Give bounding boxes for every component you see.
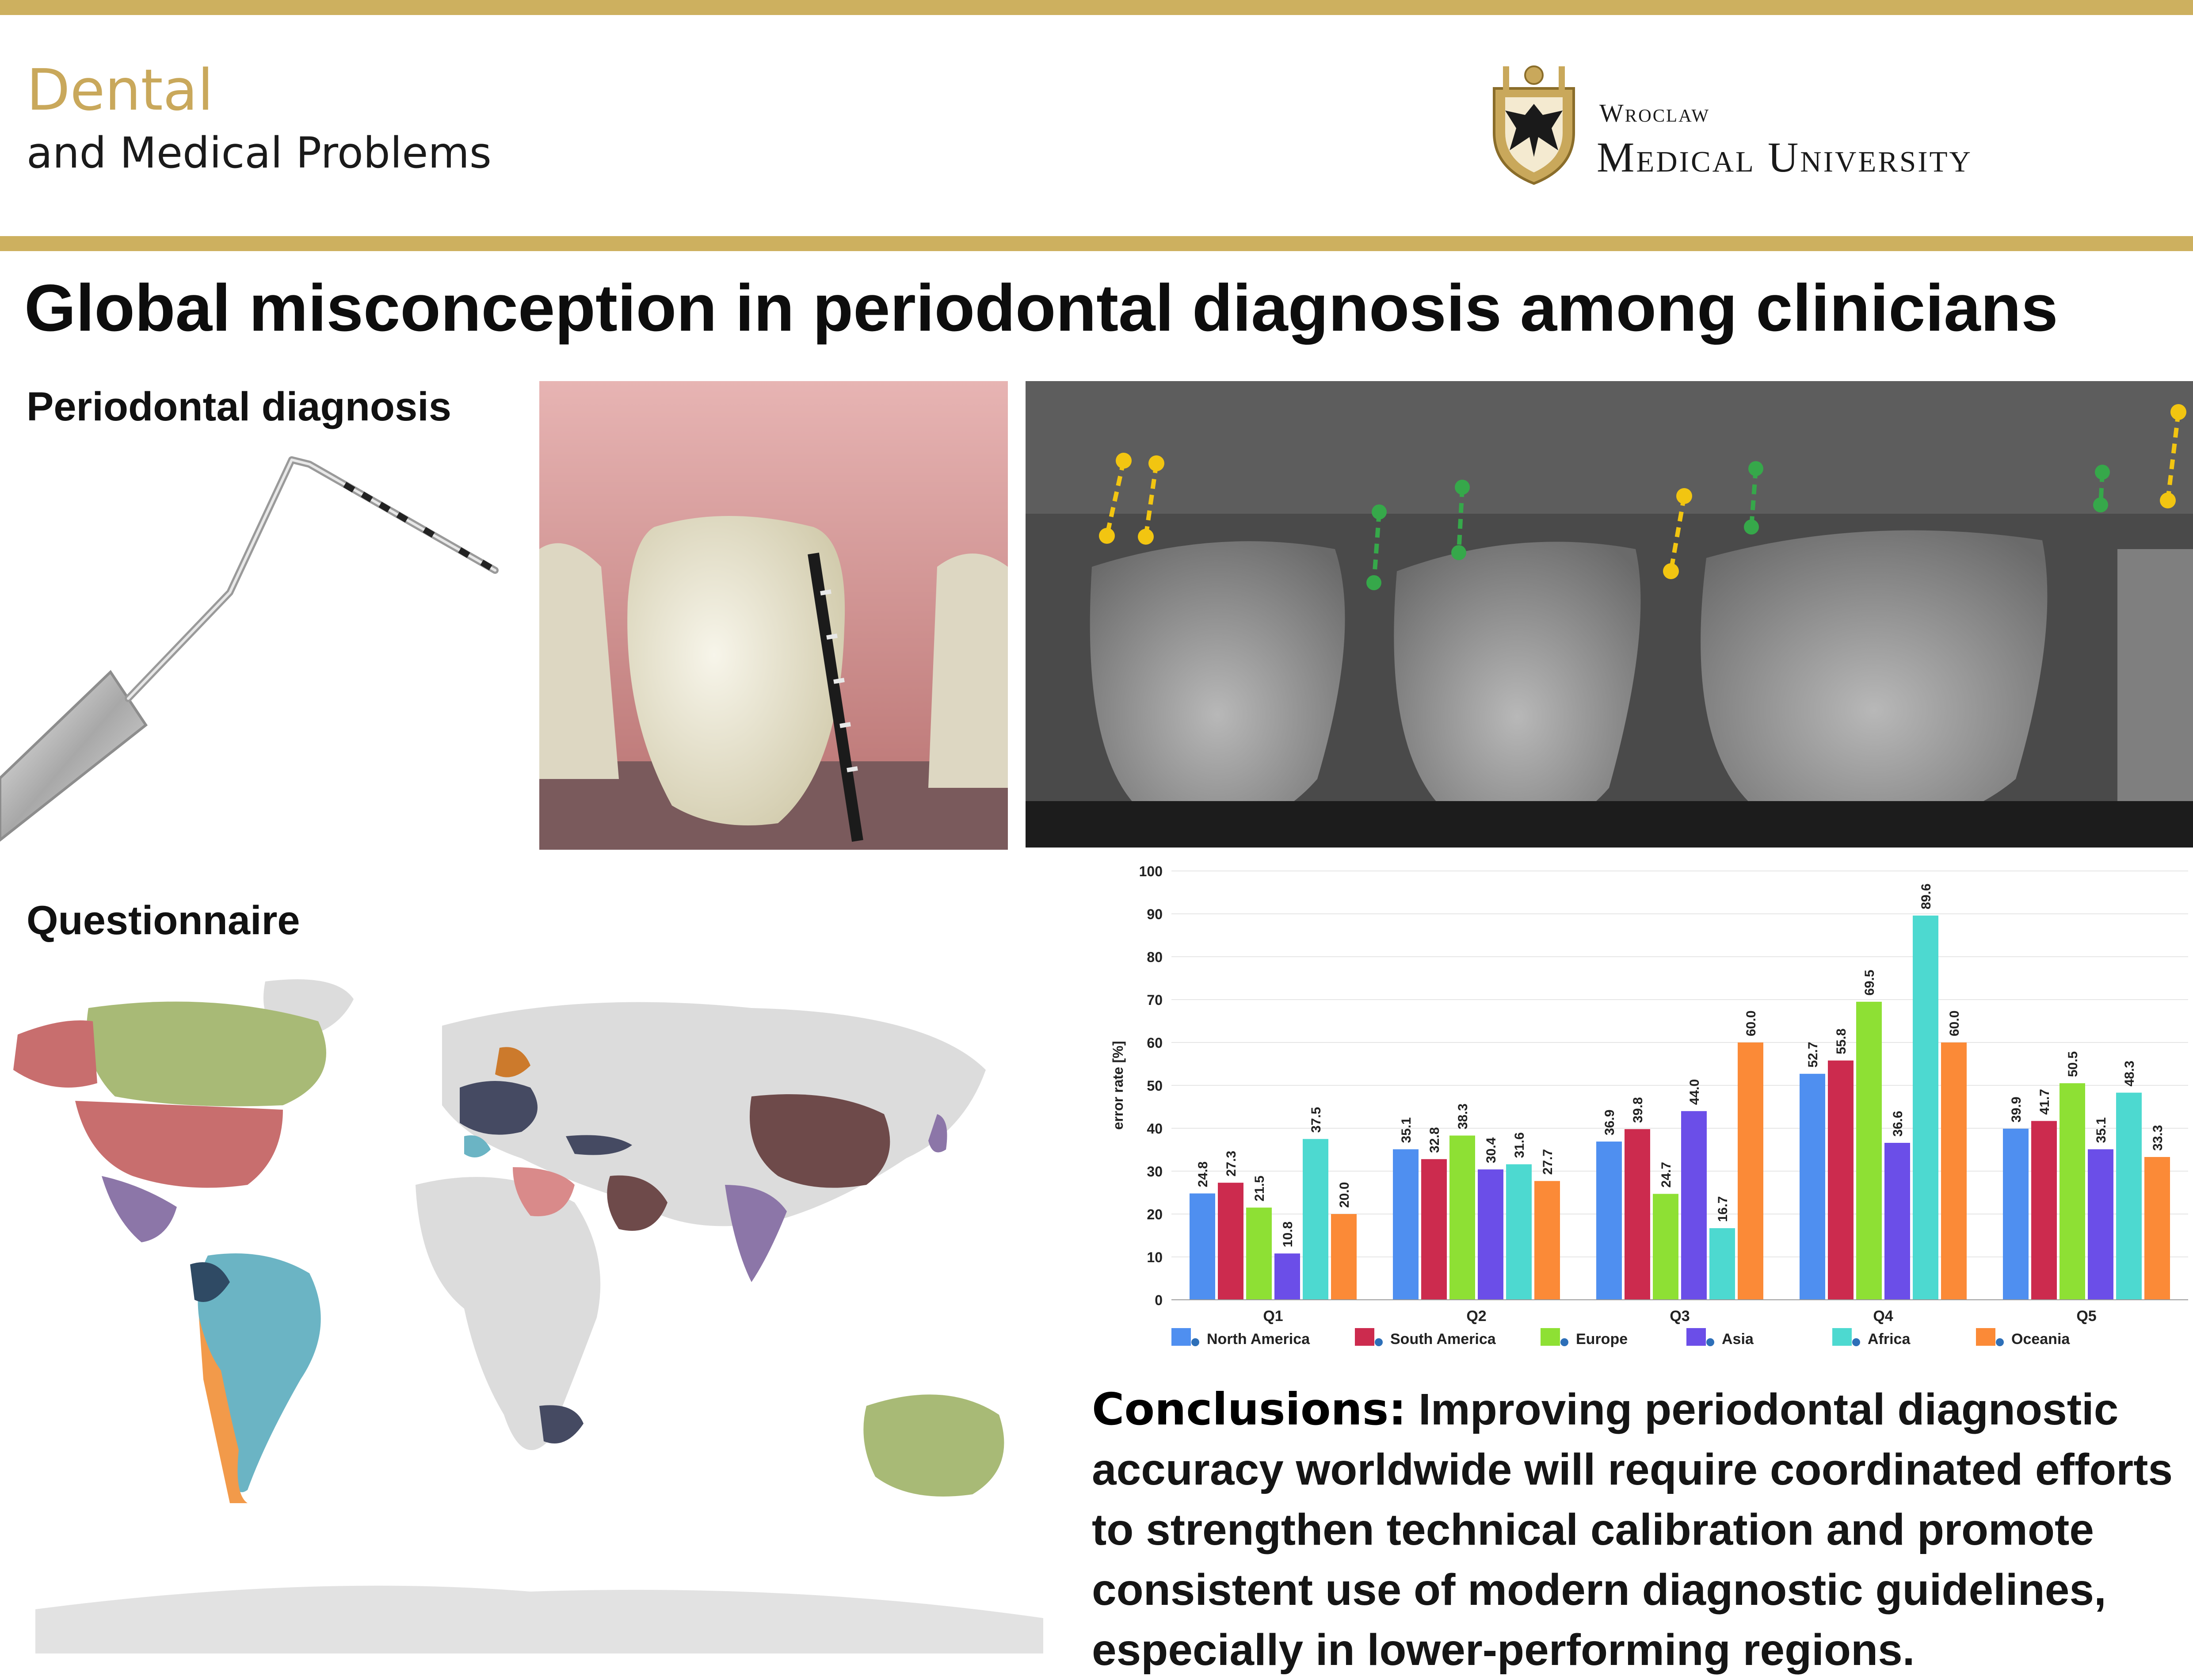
section-heading-questionnaire: Questionnaire <box>27 898 300 943</box>
bar-value-label: 39.9 <box>2009 1096 2024 1123</box>
university-crest-icon <box>1485 62 1583 186</box>
legend-swatch <box>1355 1328 1374 1346</box>
bar-q2-oceania <box>1534 1181 1560 1300</box>
y-axis-label: error rate [%] <box>1110 1041 1126 1130</box>
x-tick-label: Q5 <box>2076 1308 2097 1325</box>
bar-q2-south-america <box>1421 1159 1447 1300</box>
bar-value-label: 21.5 <box>1252 1176 1267 1202</box>
journal-name: Dental <box>27 57 214 123</box>
bar-value-label: 38.3 <box>1456 1103 1470 1130</box>
university-name-line2: Medical University <box>1597 134 1972 181</box>
bar-q3-south-america <box>1625 1129 1650 1300</box>
y-tick-label: 10 <box>1147 1249 1163 1265</box>
bar-q5-africa <box>2116 1092 2142 1300</box>
y-tick-label: 80 <box>1147 949 1163 965</box>
journal-subtitle: and Medical Problems <box>27 128 492 178</box>
bar-q1-north-america <box>1190 1193 1215 1300</box>
bar-q4-africa <box>1913 916 1938 1300</box>
bar-value-label: 52.7 <box>1806 1042 1820 1068</box>
y-tick-label: 20 <box>1147 1207 1163 1222</box>
legend-swatch <box>1171 1328 1191 1346</box>
bar-q3-asia <box>1681 1111 1707 1300</box>
globe-icon <box>1375 1338 1383 1346</box>
bar-value-label: 89.6 <box>1919 883 1934 909</box>
legend-swatch <box>1686 1328 1706 1346</box>
conclusions-text: Improving periodontal diagnostic accuracy worldwide will require coordinated efforts to strengthen technical calibration and promote consistent use of modern diagnostic guidelines, especially in lower-performing regions. <box>1092 1385 2173 1675</box>
bar-q4-north-america <box>1800 1074 1825 1300</box>
bar-value-label: 24.8 <box>1196 1161 1210 1187</box>
bar-value-label: 16.7 <box>1716 1196 1730 1222</box>
legend-label: South America <box>1390 1331 1496 1348</box>
bar-value-label: 41.7 <box>2037 1089 2052 1115</box>
bar-value-label: 55.8 <box>1834 1028 1849 1054</box>
bar-q5-south-america <box>2031 1121 2057 1300</box>
chart-legend <box>1171 1328 2070 1348</box>
bar-value-label: 35.1 <box>1399 1117 1414 1143</box>
y-tick-label: 90 <box>1147 906 1163 922</box>
bar-q5-oceania <box>2144 1157 2170 1300</box>
legend-label: North America <box>1207 1331 1310 1348</box>
chart-bars <box>1171 883 2188 1325</box>
y-tick-label: 40 <box>1147 1121 1163 1137</box>
legend-label: Europe <box>1576 1331 1628 1348</box>
bar-value-label: 48.3 <box>2122 1061 2137 1087</box>
legend-swatch <box>1541 1328 1560 1346</box>
bar-q3-africa <box>1709 1228 1735 1300</box>
globe-icon <box>1191 1338 1199 1346</box>
bar-q5-asia <box>2088 1149 2113 1300</box>
y-tick-label: 50 <box>1147 1078 1163 1094</box>
bar-value-label: 50.5 <box>2066 1051 2080 1077</box>
section-heading-periodontal-diagnosis: Periodontal diagnosis <box>27 384 452 429</box>
bar-value-label: 27.3 <box>1224 1150 1239 1177</box>
bar-q1-asia <box>1274 1253 1300 1300</box>
bar-q1-europe <box>1246 1207 1272 1300</box>
legend-label: Oceania <box>2011 1331 2070 1348</box>
y-tick-label: 0 <box>1155 1292 1163 1308</box>
bar-q2-europe <box>1449 1135 1475 1300</box>
bar-value-label: 30.4 <box>1484 1137 1499 1164</box>
y-tick-label: 70 <box>1147 992 1163 1008</box>
bar-value-label: 69.5 <box>1862 970 1877 996</box>
x-tick-label: Q1 <box>1263 1308 1283 1325</box>
bar-q4-oceania <box>1941 1042 1967 1300</box>
bar-value-label: 35.1 <box>2094 1117 2109 1143</box>
bar-value-label: 31.6 <box>1512 1132 1527 1158</box>
bar-value-label: 36.9 <box>1602 1109 1617 1136</box>
y-tick-label: 30 <box>1147 1164 1163 1180</box>
globe-icon <box>1560 1338 1568 1346</box>
periodontal-probe-illustration <box>0 442 513 858</box>
conclusions-label: Conclusions: <box>1092 1383 1407 1435</box>
legend-label: Africa <box>1868 1331 1911 1348</box>
poster-title: Global misconception in periodontal diagnosis among clinicians <box>24 271 2058 345</box>
clinical-photo <box>539 381 1008 850</box>
bar-q5-europe <box>2060 1083 2085 1300</box>
legend-label: Asia <box>1722 1331 1754 1348</box>
bar-q3-oceania <box>1738 1042 1763 1300</box>
bar-q1-oceania <box>1331 1214 1357 1300</box>
bar-value-label: 44.0 <box>1687 1079 1702 1105</box>
bar-value-label: 32.8 <box>1427 1127 1442 1153</box>
world-map <box>0 973 1079 1662</box>
y-tick-label: 60 <box>1147 1035 1163 1051</box>
bar-q2-africa <box>1506 1164 1532 1300</box>
bar-value-label: 20.0 <box>1337 1182 1352 1208</box>
bar-value-label: 36.6 <box>1891 1111 1905 1137</box>
top-gold-band <box>0 0 2193 15</box>
bar-q4-south-america <box>1828 1061 1854 1300</box>
radiograph-image <box>1026 381 2193 848</box>
bar-value-label: 27.7 <box>1541 1149 1555 1175</box>
x-tick-label: Q3 <box>1670 1308 1690 1325</box>
bar-value-label: 60.0 <box>1947 1010 1962 1036</box>
bar-value-label: 39.8 <box>1631 1097 1645 1123</box>
conclusions-block <box>1092 1379 2179 1680</box>
bar-value-label: 10.8 <box>1281 1221 1295 1248</box>
bar-value-label: 37.5 <box>1309 1107 1323 1133</box>
bar-q2-north-america <box>1393 1149 1419 1300</box>
bar-q2-asia <box>1478 1169 1503 1300</box>
globe-icon <box>1852 1338 1860 1346</box>
bar-q5-north-america <box>2003 1129 2029 1300</box>
globe-icon <box>1706 1338 1714 1346</box>
legend-swatch <box>1976 1328 1995 1346</box>
bar-q1-south-america <box>1218 1183 1243 1300</box>
legend-swatch <box>1832 1328 1852 1346</box>
header-bottom-gold-band <box>0 236 2193 251</box>
y-tick-label: 100 <box>1139 863 1163 879</box>
bar-value-label: 60.0 <box>1744 1010 1758 1036</box>
university-name-line1: Wroclaw <box>1599 99 1710 127</box>
error-rate-bar-chart <box>1096 853 2193 1371</box>
bar-q4-asia <box>1884 1143 1910 1300</box>
bar-q3-north-america <box>1596 1142 1622 1300</box>
bar-q4-europe <box>1856 1002 1882 1300</box>
bar-q1-africa <box>1303 1139 1328 1300</box>
bar-value-label: 24.7 <box>1659 1162 1674 1188</box>
x-tick-label: Q2 <box>1466 1308 1487 1325</box>
x-tick-label: Q4 <box>1873 1308 1893 1325</box>
globe-icon <box>1996 1338 2004 1346</box>
bar-value-label: 33.3 <box>2151 1125 2165 1151</box>
bar-q3-europe <box>1653 1194 1678 1300</box>
